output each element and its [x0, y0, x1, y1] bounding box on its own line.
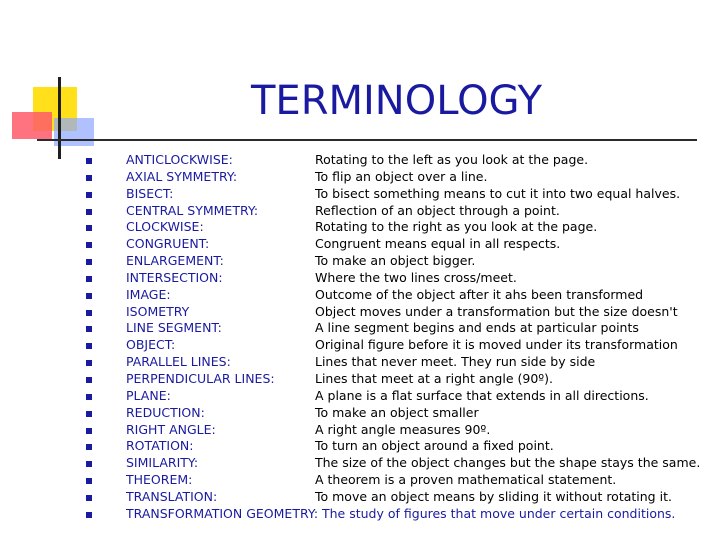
- list-item: [86, 286, 706, 303]
- list-item: [86, 370, 706, 387]
- term-definition: Rotating to the left as you look at the page.: [315, 152, 589, 167]
- term-label: BISECT:: [126, 185, 174, 201]
- list-item: [86, 202, 706, 219]
- bullet-icon: [86, 461, 92, 467]
- bullet-icon: [86, 293, 92, 299]
- term-label: THEOREM:: [126, 472, 193, 488]
- term-label: REDUCTION:: [126, 404, 205, 420]
- bullet-icon: [86, 343, 92, 349]
- bullet-icon: [86, 192, 92, 198]
- list-item: [86, 303, 706, 320]
- term-label: ENLARGEMENT:: [126, 253, 224, 269]
- term-definition: To bisect something means to cut it into two equal halves.: [315, 185, 681, 201]
- list-item: [86, 437, 706, 454]
- list-item: [86, 421, 706, 438]
- term-definition: Outcome of the object after it ahs been transformed: [315, 286, 644, 302]
- list-item: [86, 387, 706, 404]
- term-definition: To make an object smaller: [315, 404, 479, 420]
- term-definition: To move an object means by sliding it without rotating it.: [315, 488, 672, 504]
- term-label: AXIAL SYMMETRY:: [126, 168, 238, 184]
- term-definition: Object moves under a transformation but the size doesn't: [315, 303, 678, 319]
- term-definition: Original figure before it is moved under its transformation: [315, 337, 678, 353]
- term-label: ISOMETRY: [126, 303, 190, 319]
- terminology-list: [86, 151, 706, 522]
- bullet-icon: [86, 428, 92, 434]
- term-label: PARALLEL LINES:: [126, 354, 231, 370]
- bullet-icon: [86, 259, 92, 265]
- term-label: OBJECT:: [126, 337, 176, 353]
- term-label: PLANE:: [126, 387, 171, 403]
- list-item: [86, 168, 706, 185]
- list-item-last: [86, 505, 706, 522]
- term-definition: Lines that meet at a right angle (90º).: [315, 370, 554, 386]
- bullet-icon: [86, 326, 92, 332]
- term-label: ANTICLOCKWISE:: [126, 152, 233, 167]
- bullet-icon: [86, 175, 92, 181]
- term-label: RIGHT ANGLE:: [126, 421, 216, 437]
- list-item: [86, 185, 706, 202]
- bullet-icon: [86, 360, 92, 366]
- term-label: LINE SEGMENT:: [126, 320, 222, 336]
- bullet-icon: [86, 495, 92, 501]
- page-title: TERMINOLOGY: [251, 78, 542, 124]
- list-item: [86, 404, 706, 421]
- term-label: INTERSECTION:: [126, 269, 223, 285]
- term-definition: The size of the object changes but the shape stays the same.: [315, 455, 701, 471]
- bullet-icon: [86, 444, 92, 450]
- term-label: SIMILARITY:: [126, 455, 199, 471]
- transformation-geometry-line: TRANSFORMATION GEOMETRY: The study of figures that move under certain conditions.: [126, 505, 676, 521]
- term-label: PERPENDICULAR LINES:: [126, 370, 275, 386]
- bullet-icon: [86, 512, 92, 518]
- list-item: [86, 252, 706, 269]
- list-item: [86, 319, 706, 336]
- bullet-icon: [86, 158, 92, 164]
- term-definition: Congruent means equal in all respects.: [315, 236, 561, 252]
- bullet-icon: [86, 394, 92, 400]
- term-definition: Rotating to the right as you look at the page.: [315, 219, 598, 235]
- bullet-icon: [86, 310, 92, 316]
- term-definition: A plane is a flat surface that extends in all directions.: [315, 387, 649, 403]
- list-item: [86, 353, 706, 370]
- term-definition: A right angle measures 90º.: [315, 421, 491, 437]
- term-definition: A line segment begins and ends at particular points: [315, 320, 639, 336]
- title-underline: [37, 139, 697, 141]
- list-item: [86, 235, 706, 252]
- term-definition: Lines that never meet. They run side by side: [315, 354, 596, 370]
- list-item: [86, 218, 706, 235]
- term-label: CENTRAL SYMMETRY:: [126, 202, 259, 218]
- bullet-icon: [86, 276, 92, 282]
- list-item: [86, 336, 706, 353]
- term-definition: Where the two lines cross/meet.: [315, 269, 517, 285]
- bullet-icon: [86, 242, 92, 248]
- bullet-icon: [86, 411, 92, 417]
- term-definition: To flip an object over a line.: [315, 168, 488, 184]
- term-definition: To turn an object around a fixed point.: [315, 438, 554, 454]
- term-definition: A theorem is a proven mathematical statement.: [315, 472, 617, 488]
- term-label: CONGRUENT:: [126, 236, 210, 252]
- bullet-icon: [86, 209, 92, 215]
- list-item: [86, 471, 706, 488]
- bullet-icon: [86, 225, 92, 231]
- list-item: [86, 151, 706, 168]
- term-label: TRANSLATION:: [126, 488, 218, 504]
- list-item: [86, 488, 706, 505]
- term-label: IMAGE:: [126, 286, 171, 302]
- bullet-icon: [86, 478, 92, 484]
- term-label: CLOCKWISE:: [126, 219, 204, 235]
- list-item: [86, 454, 706, 471]
- term-definition: To make an object bigger.: [315, 253, 476, 269]
- term-definition: Reflection of an object through a point.: [315, 202, 560, 218]
- bullet-icon: [86, 377, 92, 383]
- term-label: ROTATION:: [126, 438, 194, 454]
- list-item: [86, 269, 706, 286]
